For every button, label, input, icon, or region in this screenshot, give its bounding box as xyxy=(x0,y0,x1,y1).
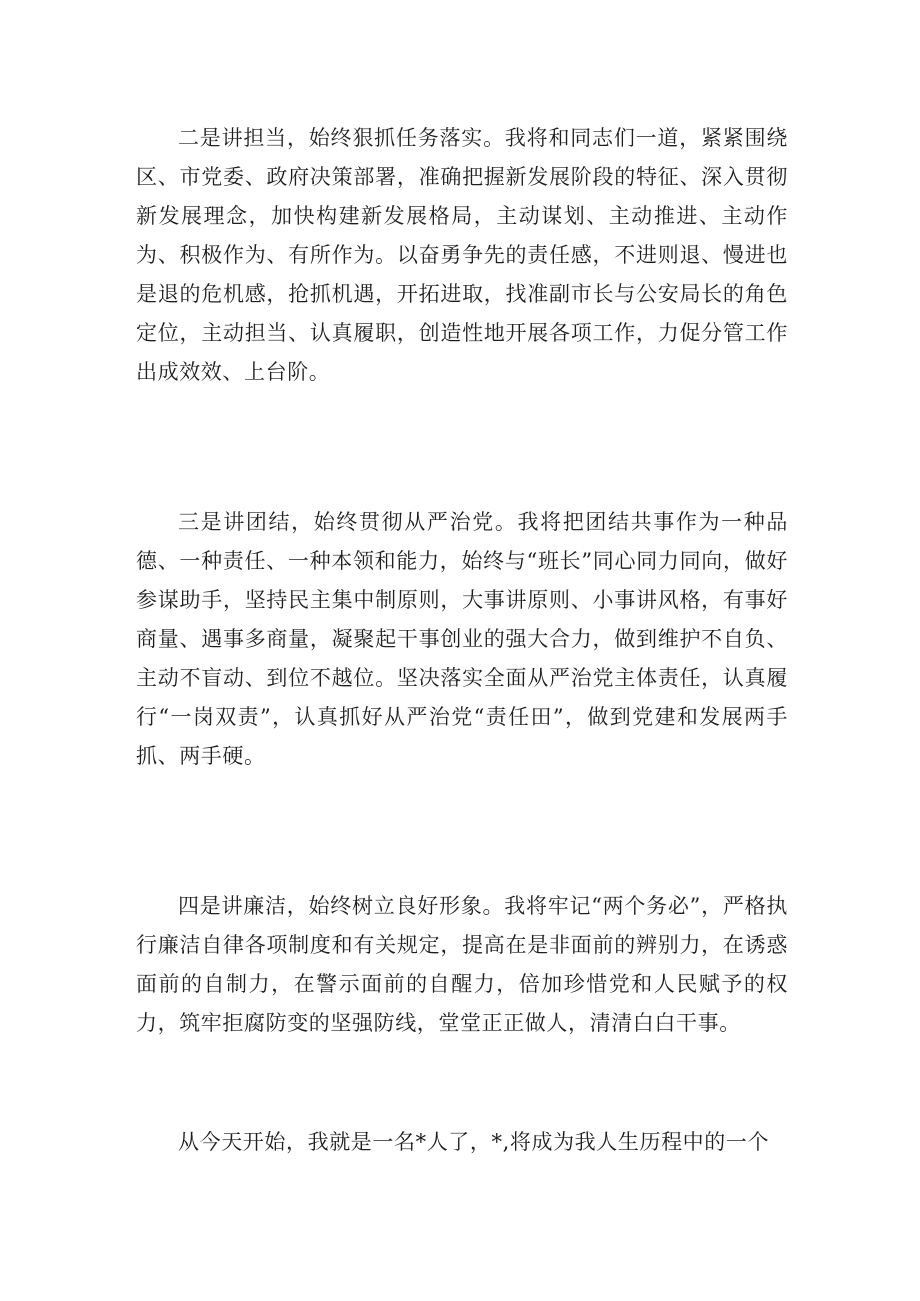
paragraph-integrity: 四是讲廉洁，始终树立良好形象。我将牢记“两个务必”，严格执行廉洁自律各项制度和有关规定，提高在是非面前的辨别力，在诱惑面前的自制力，在警示面前的自醒力，倍加珍惜党和人民赋予的权力，筑牢拒腐防变的坚强防线，堂堂正正做人，清清白白干事。 xyxy=(136,894,788,1035)
paragraph-responsibility: 二是讲担当，始终狠抓任务落实。我将和同志们一道，紧紧围绕区、市党委、政府决策部署，准确把握新发展阶段的特征、深入贯彻新发展理念，加快构建新发展格局，主动谋划、主动推进、主动作为、积极作为、有所作为。以奋勇争先的责任感，不进则退、慢进也是退的危机感，抢抓机遇，开拓进取，找准副市长与公安局长的角色定位，主动担当、认真履职，创造性地开展各项工作，力促分管工作出成效效、上台阶。 xyxy=(136,126,788,384)
paragraph-unity: 三是讲团结，始终贯彻从严治党。我将把团结共事作为一种品德、一种责任、一种本领和能力，始终与“班长”同心同力同向，做好参谋助手，坚持民主集中制原则，大事讲原则、小事讲风格，有事好商量、遇事多商量，凝聚起干事创业的强大合力，做到维护不自负、主动不盲动、到位不越位。坚决落实全面从严治党主体责任，认真履行“一岗双责”，认真抓好从严治党“责任田”，做到党建和发展两手抓、两手硬。 xyxy=(136,510,788,768)
paragraph-closing: 从今天开始，我就是一名*人了，*,将成为我人生历程中的一个 xyxy=(178,1130,770,1154)
